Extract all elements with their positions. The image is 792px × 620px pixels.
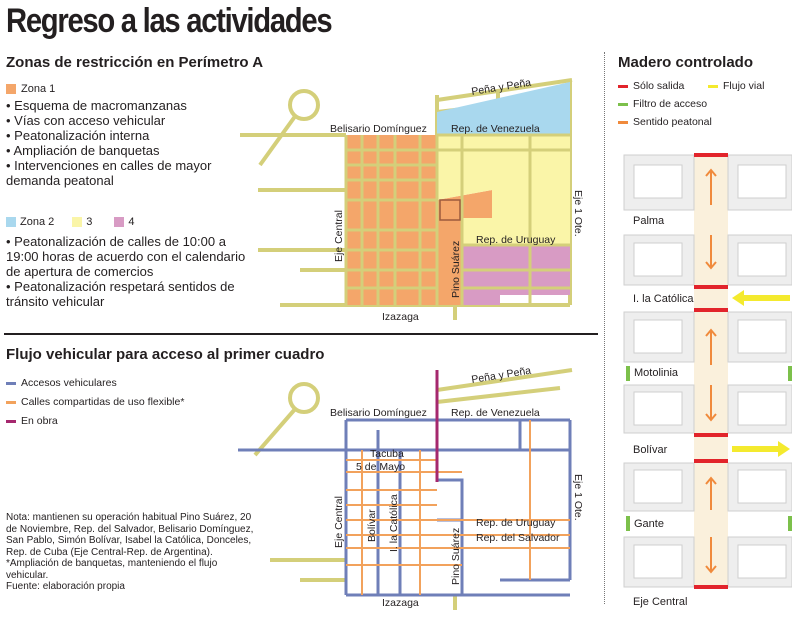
street-label-venezuela: Rep. de Venezuela [451,123,540,135]
street-label-catolica-3: I. la Católica [633,293,694,305]
street-label-bolivar-3: Bolívar [633,444,668,456]
street-label-eje-central-3: Eje Central [633,596,688,608]
street-label-tacuba: Tacuba [370,448,404,460]
section1-heading: Zonas de restricción en Perímetro A [6,54,264,71]
list-item: • Peatonalización de calles de 10:00 a 19:00 horas de acuerdo con el calendario de apertura de comercios [6,234,256,279]
street-label-palma: Palma [633,215,665,227]
street-label-bolivar: Bolívar [366,509,378,542]
street-label-eje-central-2: Eje Central [333,496,345,548]
street-label-salvador: Rep. del Salvador [476,532,560,544]
legend-label: Accesos vehiculares [21,377,117,389]
list-item: • Vías con acceso vehicular [6,113,251,128]
list-item: • Intervenciones en calles de mayor demanda peatonal [6,158,251,188]
madero-street [694,155,728,587]
street-label-belisario: Belisario Domínguez [330,123,427,135]
street-label-pena-2: Peña y Peña [470,364,532,386]
note-text: Nota: mantienen su operación habitual Pino Suárez, 20 de Noviembre, Rep. del Salvador, Belisario Domínguez, San Pablo, Simón Bolívar, Isabel la Católica, Donceles, Rep. de Cuba (Eje Central-Rep. de Argentina). *Ampliación de banquetas, manteniendo el flujo vehicular. [6,512,254,581]
list-item: • Peatonalización respetará sentidos de tránsito vehicular [6,279,256,309]
street-label-eje-central: Eje Central [333,210,345,262]
street-label-izazaga-2: Izazaga [382,597,419,609]
legend-label: En obra [21,415,58,427]
list-item: • Esquema de macromanzanas [6,98,251,113]
zona1-label: Zona 1 [21,83,56,95]
section3-heading: Madero controlado [618,54,754,71]
legend-label: Flujo vial [723,80,765,92]
section2-heading: Flujo vehicular para acceso al primer cuadro [6,346,325,363]
zona4-label: 4 [128,216,135,228]
street-label-eje1-2: Eje 1 Ote. [572,474,584,521]
street-label-gante: Gante [634,518,664,530]
street-label-pino: Pino Suárez [450,240,462,298]
street-label-belisario-2: Belisario Domínguez [330,407,427,419]
list-item: • Ampliación de banquetas [6,143,251,158]
street-label-uruguay-2: Rep. de Uruguay [476,517,556,529]
street-label-catolica: I. la Católica [388,494,400,552]
legend-label: Sentido peatonal [633,116,712,128]
list-item: • Peatonalización interna [6,128,251,143]
legend-label: Filtro de acceso [633,98,708,110]
street-label-pena: Peña y Peña [470,76,532,98]
page-title: Regreso a las actividades [6,2,332,40]
street-label-mayo: 5 de Mayo [356,461,406,473]
source-text: Fuente: elaboración propia [6,581,125,592]
street-label-motolinia: Motolinia [634,367,679,379]
street-label-uruguay: Rep. de Uruguay [476,234,556,246]
street-label-venezuela-2: Rep. de Venezuela [451,407,540,419]
zona3-label: 3 [86,216,93,228]
street-label-izazaga: Izazaga [382,311,419,323]
legend-label: Sólo salida [633,80,685,92]
legend-label: Calles compartidas de uso flexible* [21,396,185,408]
street-label-eje1: Eje 1 Ote. [572,190,584,237]
zona2-label: Zona 2 [20,216,55,228]
street-label-pino-2: Pino Suárez [450,527,462,585]
